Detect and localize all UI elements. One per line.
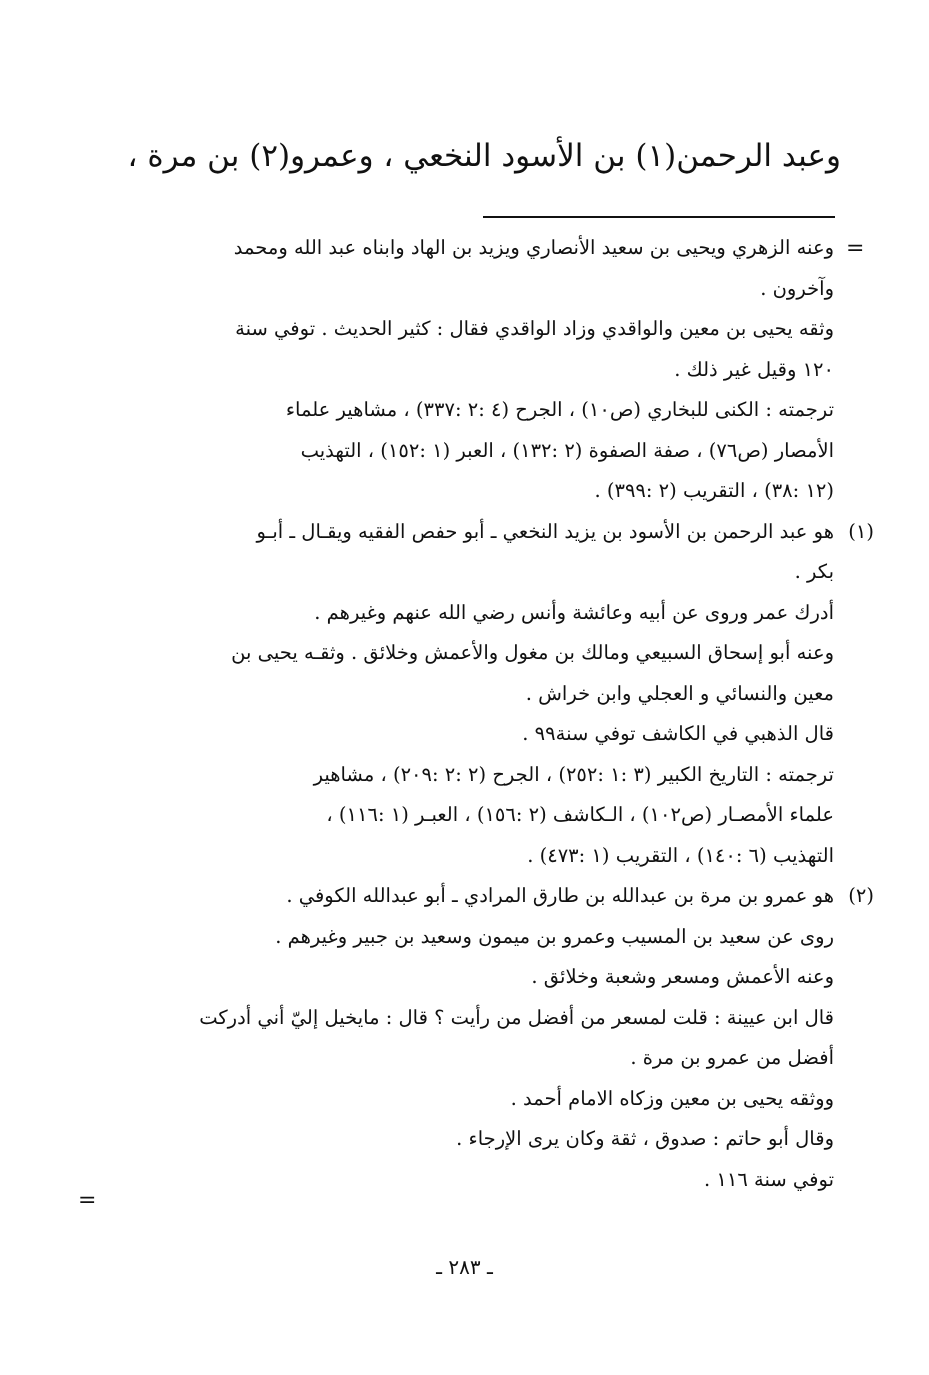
footnote-line: وعنه الزهري ويحيى بن سعيد الأنصاري ويزيد بن الهاد وابناه عبد الله ومحمد bbox=[233, 236, 834, 259]
footnote-line: قال ابن عيينة : قلت لمسعر من أفضل من رأيت ؟ قال : مايخيل إليّ أني أدركت bbox=[199, 1005, 834, 1029]
footnote-line: هو عبد الرحمن بن الأسود بن يزيد النخعي ـ أبو حفص الفقيه ويقـال ـ أبـو bbox=[256, 519, 834, 543]
footnote-line: هو عمرو بن مرة بن عبدالله بن طارق المرادي ـ أبو عبدالله الكوفي . bbox=[286, 884, 834, 907]
footnote-1-label: (١) bbox=[848, 519, 874, 543]
footnote-continued bbox=[129, 228, 834, 512]
footnote-line: توفي سنة ١١٦ . bbox=[704, 1167, 834, 1191]
footnote-line: وعنه الأعمش ومسعر وشعبة وخلائق . bbox=[531, 965, 834, 988]
footnote-line: ١٢٠ وقيل غير ذلك . bbox=[674, 357, 834, 381]
footnote-line: بكر . bbox=[794, 560, 834, 583]
footnotes bbox=[129, 228, 874, 1200]
footnote-line: ووثقه يحيى بن معين وزكاه الامام أحمد . bbox=[510, 1086, 834, 1110]
footnote-line: (١٢ :٣٨) ، التقريب (٢ :٣٩٩) . bbox=[594, 479, 834, 502]
footnote-line: ترجمته : التاريخ الكبير (٣ :١ :٢٥٢) ، الجرح (٢ :٢ :٢٠٩) ، مشاهير bbox=[313, 762, 834, 786]
footnote-line: التهذيب (٦ :١٤٠) ، التقريب (١ :٤٧٣) . bbox=[527, 843, 834, 867]
footnote-2 bbox=[129, 876, 874, 1200]
page-number: ـ ٢٨٣ ـ bbox=[436, 1255, 493, 1279]
continuation-mark-top: = bbox=[846, 236, 865, 261]
footnote-line: علماء الأمصـار (ص١٠٢) ، الـكاشف (٢ :١٥٦) ، العبـر (١ :١١٦) ، bbox=[326, 803, 834, 826]
footnote-line: الأمصار (ص٧٦) ، صفة الصفوة (٢ :١٣٢) ، العبر (١ :١٥٢) ، التهذيب bbox=[300, 438, 834, 462]
footnote-line: أدرك عمر وروى عن أبيه وعائشة وأنس رضي الله عنهم وغيرهم . bbox=[314, 600, 834, 624]
footnote-line: وآخرون . bbox=[760, 276, 834, 300]
footnote-line: أفضل من عمرو بن مرة . bbox=[630, 1046, 834, 1069]
footnote-line: ترجمته : الكنى للبخاري (ص١٠) ، الجرح (٤ :٢ :٣٣٧) ، مشاهير علماء bbox=[285, 398, 834, 421]
main-text-line: وعبد الرحمن(١) بن الأسود النخعي ، وعمرو(٢) بن مرة ، bbox=[127, 138, 841, 174]
footnote-line: قال الذهبي في الكاشف توفي سنة٩٩ . bbox=[522, 722, 834, 745]
continuation-mark-bottom: = bbox=[78, 1188, 97, 1213]
footnote-1 bbox=[129, 512, 874, 877]
footnote-line: روى عن سعيد بن المسيب وعمرو بن ميمون وسعيد بن جبير وغيرهم . bbox=[275, 924, 834, 948]
footnote-line: معين والنسائي و العجلي وابن خراش . bbox=[525, 681, 834, 705]
footnote-line: وثقه يحيى بن معين والواقدي وزاد الواقدي فقال : كثير الحديث . توفي سنة bbox=[235, 317, 834, 340]
footnote-2-label: (٢) bbox=[848, 884, 874, 907]
footnote-separator bbox=[483, 216, 835, 218]
footnote-line: وعنه أبو إسحاق السبيعي ومالك بن مغول والأعمش وخلائق . وثقـه يحيى بن bbox=[231, 641, 834, 664]
footnote-line: وقال أبو حاتم : صدوق ، ثقة وكان يرى الإرجاء . bbox=[456, 1127, 834, 1150]
